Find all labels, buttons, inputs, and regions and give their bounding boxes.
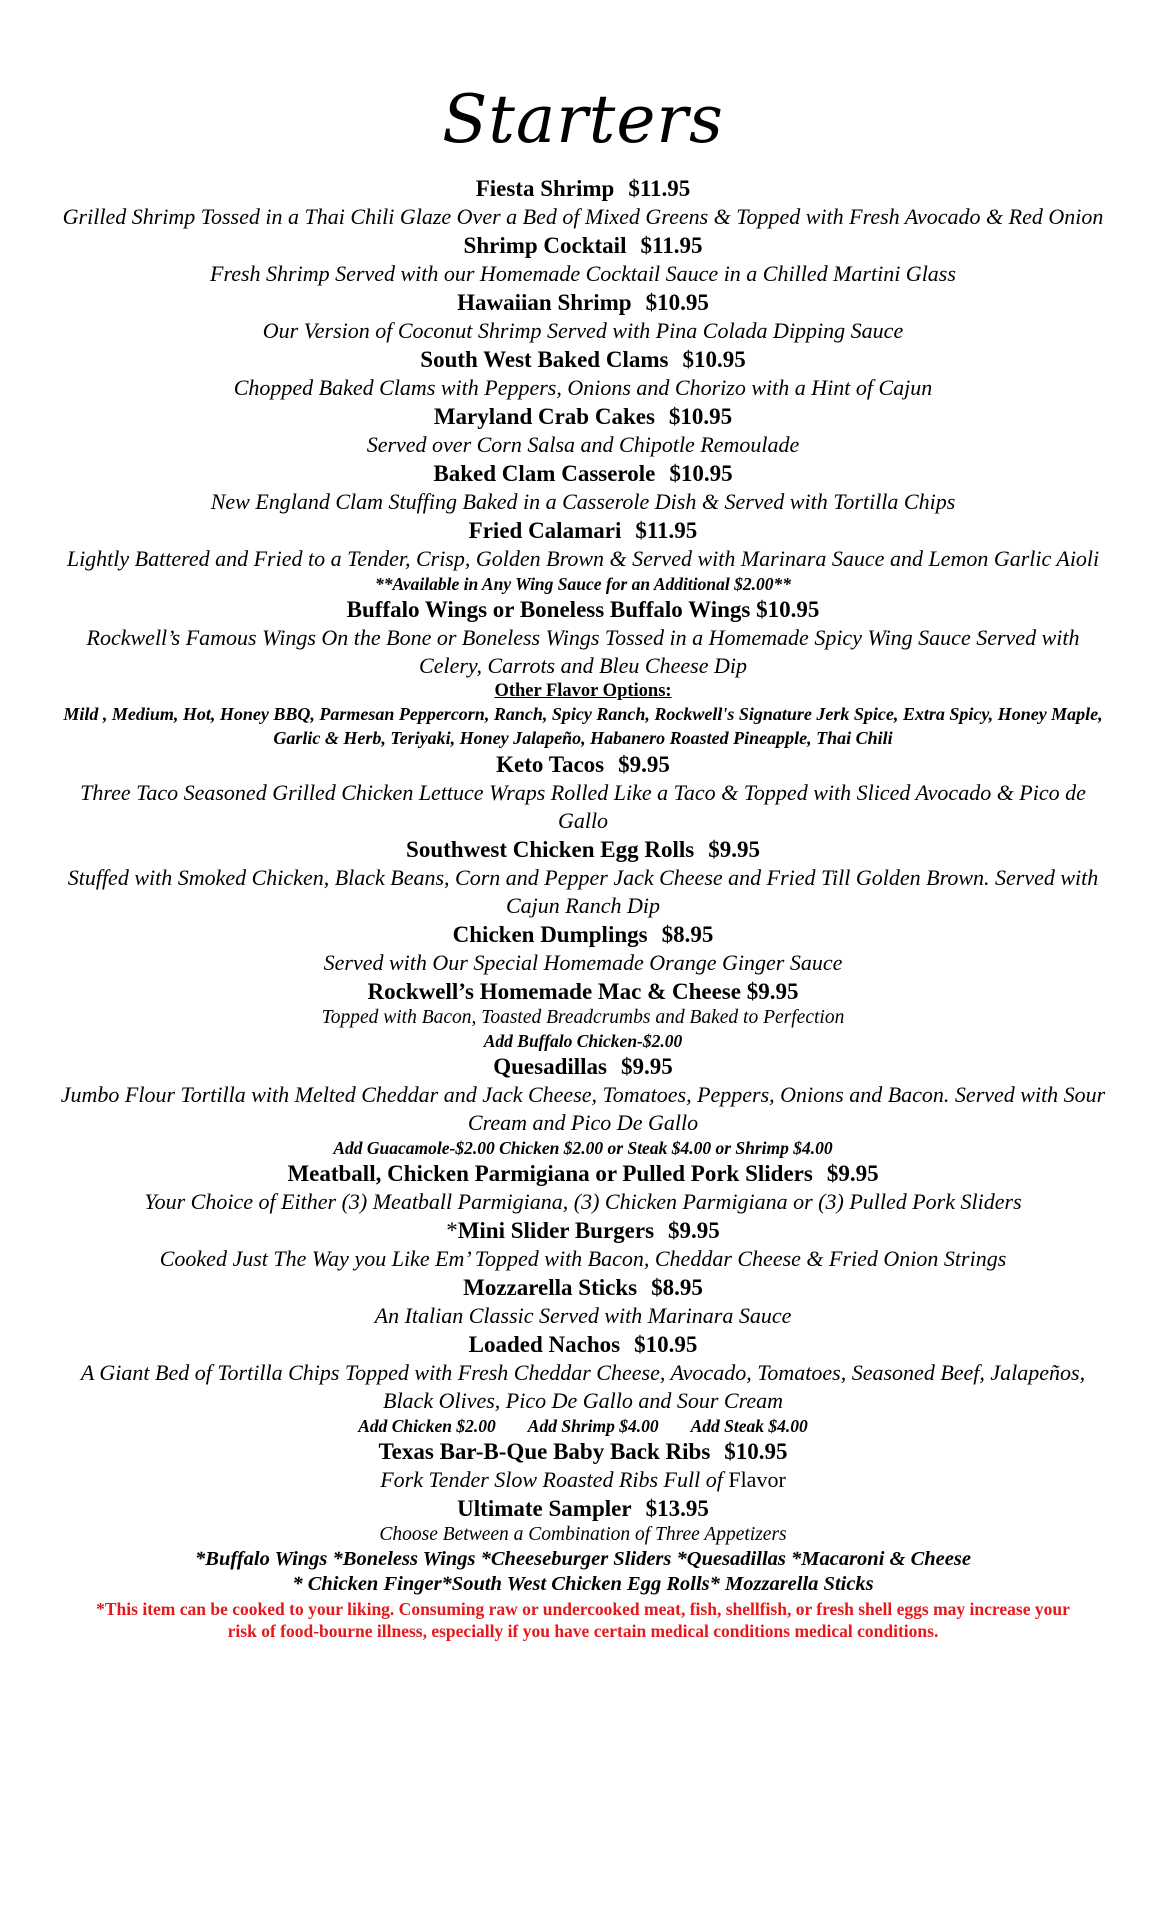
menu-item-sampler (0, 1494, 1166, 1597)
sampler-choices-2: * Chicken Finger*South West Chicken Egg Rolls* Mozzarella Sticks (292, 1573, 874, 1595)
item-name: Fiesta Shrimp (475, 176, 615, 201)
item-name: Chicken Dumplings (452, 922, 648, 947)
item-description: Served over Corn Salsa and Chipotle Remoulade (366, 432, 800, 457)
item-note: **Available in Any Wing Sauce for an Additional $2.00** (374, 574, 791, 594)
item-name: Fried Calamari (468, 518, 622, 543)
item-name: Baked Clam Casserole (433, 461, 656, 486)
item-description (0, 1466, 1166, 1494)
item-name: Buffalo Wings or Boneless Buffalo Wings (346, 597, 751, 622)
item-description: Grilled Shrimp Tossed in a Thai Chili Glaze Over a Bed of Mixed Greens & Topped with Fresh Avocado & Red Onion (62, 204, 1104, 229)
item-name: Hawaiian Shrimp (457, 290, 632, 315)
flavor-options-list: Mild , Medium, Hot, Honey BBQ, Parmesan Peppercorn, Ranch, Spicy Ranch, Rockwell's Signature Jerk Spice, Extra Spicy, Honey Maple, Garlic & Herb, Teriyaki, Honey Jalapeño, Habanero Roasted Pineapple, Thai Chili (63, 704, 1103, 748)
item-price: $9.95 (746, 979, 799, 1004)
item-price: $9.95 (621, 1054, 673, 1079)
item-description: Our Version of Coconut Shrimp Served with Pina Colada Dipping Sauce (262, 318, 904, 343)
item-description: Your Choice of Either (3) Meatball Parmigiana, (3) Chicken Parmigiana or (3) Pulled Pork Sliders (144, 1189, 1022, 1214)
item-description: Chopped Baked Clams with Peppers, Onions and Chorizo with a Hint of Cajun (233, 375, 933, 400)
item-description: Topped with Bacon, Toasted Breadcrumbs and Baked to Perfection (321, 1007, 845, 1028)
item-price: $9.95 (668, 1218, 720, 1243)
item-name: Shrimp Cocktail (463, 233, 627, 258)
item-price: $9.95 (708, 837, 760, 862)
item-description-tail: Flavor (728, 1467, 786, 1492)
menu-item-sliders (0, 1159, 1166, 1216)
menu-item-egg-rolls (0, 835, 1166, 920)
item-addons (0, 1415, 1166, 1437)
item-description: Rockwell’s Famous Wings On the Bone or Boneless Wings Tossed in a Homemade Spicy Wing Sauce Served with Celery, Carrots and Bleu Cheese Dip (86, 625, 1080, 678)
menu-item-mac-cheese (0, 977, 1166, 1052)
item-description: Jumbo Flour Tortilla with Melted Cheddar and Jack Cheese, Tomatoes, Peppers, Onions and Bacon. Served with Sour Cream and Pico De Gallo (60, 1082, 1106, 1135)
item-name: Quesadillas (493, 1054, 607, 1079)
item-note: Add Guacamole-$2.00 Chicken $2.00 or Steak $4.00 or Shrimp $4.00 (333, 1138, 833, 1158)
addon-shrimp: Add Shrimp $4.00 (527, 1416, 659, 1436)
menu-item-mozzarella (0, 1273, 1166, 1330)
item-name: Southwest Chicken Egg Rolls (406, 837, 695, 862)
menu-item-keto-tacos (0, 750, 1166, 835)
item-description: New England Clam Stuffing Baked in a Casserole Dish & Served with Tortilla Chips (210, 489, 956, 514)
item-name: Maryland Crab Cakes (433, 404, 655, 429)
item-description: Fresh Shrimp Served with our Homemade Cocktail Sauce in a Chilled Martini Glass (210, 261, 956, 286)
menu-item-buffalo-wings (0, 595, 1166, 750)
item-name: Mozzarella Sticks (463, 1275, 638, 1300)
menu-item-ribs (0, 1437, 1166, 1494)
item-price: $11.95 (635, 518, 698, 543)
item-description: An Italian Classic Served with Marinara Sauce (374, 1303, 792, 1328)
menu-item-hawaiian-shrimp (0, 288, 1166, 345)
item-price: $8.95 (661, 922, 714, 947)
menu-item-shrimp-cocktail (0, 231, 1166, 288)
food-safety-warning: *This item can be cooked to your liking. Consuming raw or undercooked meat, fish, shellfish, or fresh shell eggs may increase your risk of food-bourne illness, especially if you have certain medical conditions medical conditions. (96, 1599, 1070, 1641)
item-description: Cooked Just The Way you Like Em’ Topped with Bacon, Cheddar Cheese & Fried Onion Strings (159, 1246, 1007, 1271)
menu-item-south-west-clams (0, 345, 1166, 402)
item-price: $10.95 (682, 347, 746, 372)
menu-item-quesadillas (0, 1052, 1166, 1159)
item-price: $10.95 (669, 461, 733, 486)
item-name: Rockwell’s Homemade Mac & Cheese (367, 979, 741, 1004)
item-price: $10.95 (724, 1439, 788, 1464)
menu-item-crab-cakes (0, 402, 1166, 459)
item-description: Served with Our Special Homemade Orange Ginger Sauce (323, 950, 843, 975)
cook-to-liking-marker: * (446, 1218, 458, 1243)
item-description: Lightly Battered and Fried to a Tender, Crisp, Golden Brown & Served with Marinara Sauce and Lemon Garlic Aioli (66, 546, 1100, 571)
menu-item-fiesta-shrimp (0, 174, 1166, 231)
item-description: A Giant Bed of Tortilla Chips Topped with Fresh Cheddar Cheese, Avocado, Tomatoes, Seasoned Beef, Jalapeños, Black Olives, Pico De Gallo and Sour Cream (80, 1360, 1086, 1413)
addon-chicken: Add Chicken $2.00 (358, 1416, 496, 1436)
sampler-choices-1: *Buffalo Wings *Boneless Wings *Cheeseburger Sliders *Quesadillas *Macaroni & Cheese (195, 1548, 971, 1570)
item-name: Loaded Nachos (468, 1332, 621, 1357)
item-name: South West Baked Clams (420, 347, 669, 372)
item-price: $13.95 (645, 1496, 709, 1521)
page-title: Starters (442, 81, 724, 158)
item-price: $8.95 (651, 1275, 703, 1300)
item-name: Mini Slider Burgers (457, 1218, 655, 1243)
item-note: Add Buffalo Chicken-$2.00 (483, 1031, 683, 1051)
item-description: Stuffed with Smoked Chicken, Black Beans, Corn and Pepper Jack Cheese and Fried Till Golden Brown. Served with Cajun Ranch Dip (67, 865, 1099, 918)
item-price: $9.95 (618, 752, 670, 777)
item-name: Keto Tacos (496, 752, 605, 777)
item-price: $10.95 (645, 290, 709, 315)
menu-item-fried-calamari (0, 516, 1166, 595)
menu-item-dumplings (0, 920, 1166, 977)
item-price: $11.95 (640, 233, 703, 258)
menu-item-nachos (0, 1330, 1166, 1437)
item-price: $9.95 (826, 1161, 879, 1186)
item-price: $10.95 (668, 404, 733, 429)
item-description-main: Fork Tender Slow Roasted Ribs Full of (380, 1467, 723, 1492)
item-description: Three Taco Seasoned Grilled Chicken Lettuce Wraps Rolled Like a Taco & Topped with Sliced Avocado & Pico de Gallo (80, 780, 1086, 833)
item-price: $10.95 (756, 597, 820, 622)
item-name: Texas Bar-B-Que Baby Back Ribs (378, 1439, 711, 1464)
item-name: Meatball, Chicken Parmigiana or Pulled Pork Sliders (287, 1161, 813, 1186)
item-price: $11.95 (628, 176, 691, 201)
addon-steak: Add Steak $4.00 (690, 1416, 808, 1436)
item-name: Ultimate Sampler (457, 1496, 632, 1521)
menu-item-clam-casserole (0, 459, 1166, 516)
item-price: $10.95 (634, 1332, 698, 1357)
flavor-options-heading: Other Flavor Options: (494, 681, 672, 701)
item-description: Choose Between a Combination of Three Appetizers (379, 1524, 787, 1545)
menu-item-mini-burgers (0, 1216, 1166, 1273)
